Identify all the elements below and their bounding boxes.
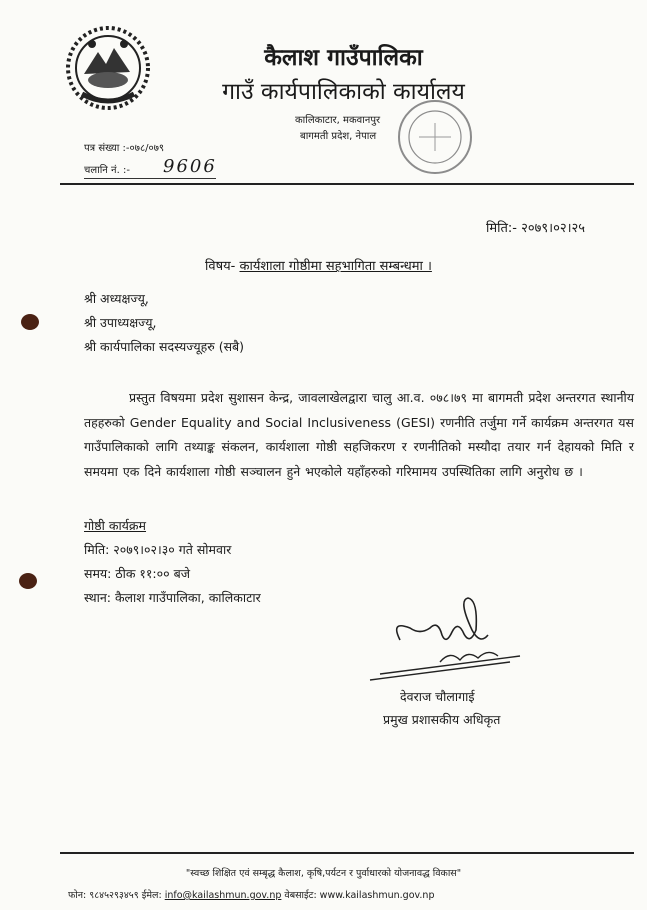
office-stamp <box>385 95 480 180</box>
signatory-name: देवराज चौलागाई <box>400 689 475 704</box>
footer-website: वेबसाईट: www.kailashmun.gov.np <box>284 890 435 901</box>
municipality-name: कैलाश गाउँपालिका <box>264 45 423 71</box>
letter-number-label: पत्र संख्या :- <box>84 143 130 154</box>
address-line-1: कालिकाटार, मकवानपुर <box>295 115 381 126</box>
dispatch-number-label: चलानि नं. :- <box>84 165 130 176</box>
signature <box>360 590 540 690</box>
address-line-2: बागमती प्रदेश, नेपाल <box>300 131 377 142</box>
program-heading: गोष्ठी कार्यक्रम <box>84 518 147 533</box>
footer-email-link[interactable]: info@kailashmun.gov.np <box>164 890 282 901</box>
letter-date: मिति:- २०७९।०२।२५ <box>486 221 586 236</box>
signatory-title: प्रमुख प्रशासकीय अधिकृत <box>383 712 501 727</box>
office-name: गाउँ कार्यपालिकाको कार्यालय <box>222 79 465 105</box>
letter-number <box>84 140 164 154</box>
footer-slogan: "स्वच्छ शिक्षित एवं सम्बृद्ध कैलाश, कृषि,पर्यटन र पुर्वाधारको योजनावद्ध विकास" <box>185 868 462 879</box>
program-date: मिति: २०७९।०२।३० गते सोमवार <box>84 542 232 557</box>
header-rule <box>60 183 634 185</box>
letter-number-value: ०७८/०७९ <box>129 143 165 154</box>
subject-text: कार्यशाला गोष्ठीमा सहभागिता सम्बन्धमा । <box>239 259 432 274</box>
letter-body: प्रस्तुत विषयमा प्रदेश सुशासन केन्द्र, जावलाखेलद्वारा चालु आ.व. ०७८।७९ मा बागमती प्रदेश अन्तरगत स्थानीय तहहरुको Gender Equality and Social Inclusiveness (GESI) रणनीति तर्जुमा गर्ने कार्यक्रम अन्तरगत यस गाउँपालिकाको लागि तथ्याङ्क संकलन, कार्यशाला गोष्ठी सहजिकरण र रणनीतिको मस्यौदा तयार गर्न देहायको मिति र समयमा एक दिने कार्यशाला गोष्ठी सञ्चालन हुने भएकोले यहाँहरुको गरिमामय उपस्थितिका लागि अनुरोध छ । <box>84 390 634 479</box>
footer-phone: फोन: ९८४५२९३४५९ ईमेल: <box>68 890 162 901</box>
program-time: समय: ठीक ११:०० बजे <box>84 566 191 581</box>
punch-hole-top <box>21 314 39 330</box>
program-venue: स्थान: कैलाश गाउँपालिका, कालिकाटार <box>84 590 261 605</box>
dispatch-number-value: 9606 <box>163 156 217 177</box>
footer-rule <box>60 852 634 854</box>
subject-line <box>205 256 432 274</box>
punch-hole-bottom <box>19 573 37 589</box>
footer-contact <box>68 888 434 901</box>
subject-label: विषय- <box>205 259 236 274</box>
dispatch-underline <box>84 178 216 179</box>
recipient-1: श्री अध्यक्षज्यू, <box>84 291 149 306</box>
recipient-2: श्री उपाध्यक्षज्यू, <box>84 315 157 330</box>
recipient-3: श्री कार्यपालिका सदस्यज्यूहरु (सबै) <box>84 339 245 354</box>
